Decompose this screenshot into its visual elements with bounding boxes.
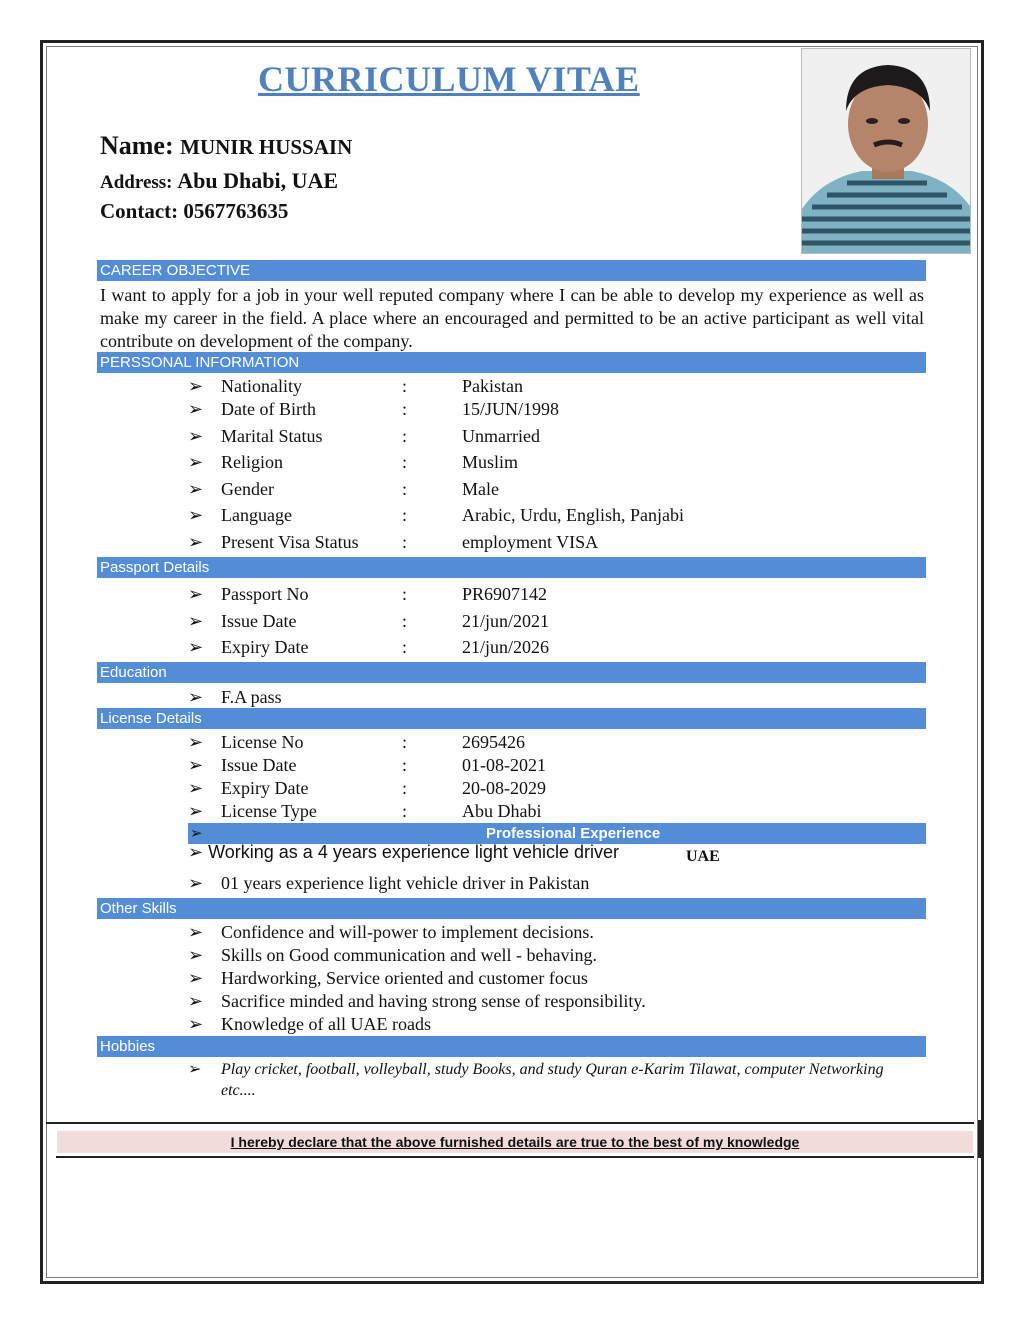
name-line — [100, 131, 352, 161]
section-bar-hobbies: Hobbies — [97, 1036, 926, 1057]
bullet-arrow-icon: ➢ — [188, 687, 204, 707]
divider-edge-mark — [978, 1120, 984, 1158]
section-bar-skills: Other Skills — [97, 898, 926, 919]
declaration-text: I hereby declare that the above furnished details are true to the best of my knowledge — [230, 1134, 800, 1150]
field-value: Abu Dhabi — [462, 801, 542, 821]
field-colon: : — [402, 399, 408, 419]
bullet-arrow-icon: ➢ — [188, 376, 204, 396]
field-colon: : — [402, 584, 408, 604]
bullet-arrow-icon: ➢ — [188, 945, 204, 965]
field-label: Expiry Date — [221, 637, 309, 657]
contact-line — [100, 199, 288, 224]
field-colon: : — [402, 426, 408, 446]
career-objective-text: I want to apply for a job in your well reputed company where I can be able to develop my experience as well as make my career in the field. A place where an encouraged and permitted to be an active participant as well vital contribute on development of the company. — [100, 285, 924, 351]
bullet-arrow-icon: ➢ — [190, 824, 203, 842]
field-label: Gender — [221, 479, 274, 499]
divider-top — [46, 1122, 974, 1124]
field-colon: : — [402, 778, 408, 798]
field-value: 2695426 — [462, 732, 525, 752]
field-label: Religion — [221, 452, 283, 472]
field-value: 21/jun/2021 — [462, 611, 550, 631]
field-label: Issue Date — [221, 755, 297, 775]
field-label: Present Visa Status — [221, 532, 359, 552]
experience-line-2: 01 years experience light vehicle driver in Pakistan — [221, 873, 590, 893]
field-colon: : — [402, 376, 408, 396]
field-colon: : — [402, 801, 408, 821]
field-label: License Type — [221, 801, 317, 821]
section-bar-license: License Details — [97, 708, 926, 729]
divider-bottom — [56, 1156, 974, 1158]
field-colon: : — [402, 755, 408, 775]
portrait-icon — [802, 49, 971, 254]
section-bar-education: Education — [97, 662, 926, 683]
experience-uae — [188, 842, 720, 865]
bullet-arrow-icon: ➢ — [188, 991, 204, 1011]
field-colon: : — [402, 479, 408, 499]
experience-line-1: Working as a 4 years experience light vehicle driver — [208, 842, 619, 862]
section-bar-career: CAREER OBJECTIVE — [97, 260, 926, 281]
bullet-arrow-icon: ➢ — [188, 755, 204, 775]
bullet-arrow-icon: ➢ — [188, 1014, 204, 1034]
field-label: Passport No — [221, 584, 309, 604]
contact-label: Contact: — [100, 199, 179, 223]
field-label: Expiry Date — [221, 778, 309, 798]
field-colon: : — [402, 452, 408, 472]
bullet-arrow-icon: ➢ — [188, 452, 204, 472]
bullet-arrow-icon: ➢ — [188, 611, 204, 631]
bullet-arrow-icon: ➢ — [188, 637, 204, 657]
field-label: Issue Date — [221, 611, 297, 631]
field-value: 01-08-2021 — [462, 755, 546, 775]
field-colon: : — [402, 611, 408, 631]
field-value: 15/JUN/1998 — [462, 399, 560, 419]
bullet-arrow-icon: ➢ — [188, 1061, 202, 1078]
bullet-arrow-icon: ➢ — [188, 732, 204, 752]
bullet-arrow-icon: ➢ — [188, 584, 204, 604]
field-colon: : — [402, 532, 408, 552]
profile-photo — [801, 48, 971, 254]
field-colon: : — [402, 732, 408, 752]
section-bar-professional — [188, 823, 926, 844]
field-value: 21/jun/2026 — [462, 637, 550, 657]
name-label: Name: — [100, 131, 174, 160]
bullet-arrow-icon: ➢ — [188, 479, 204, 499]
bullet-arrow-icon: ➢ — [188, 873, 204, 893]
field-label: Language — [221, 505, 292, 525]
bullet-arrow-icon: ➢ — [188, 968, 204, 988]
field-value: employment VISA — [462, 532, 599, 552]
field-value: Unmarried — [462, 426, 540, 446]
field-value: 20-08-2029 — [462, 778, 546, 798]
skill-text: Sacrifice minded and having strong sense of responsibility. — [221, 991, 646, 1011]
bullet-arrow-icon: ➢ — [188, 505, 204, 525]
experience-location: UAE — [686, 848, 720, 865]
address-line — [100, 168, 338, 194]
address-label: Address: — [100, 172, 173, 193]
name-value: MUNIR HUSSAIN — [180, 135, 353, 159]
bullet-arrow-icon: ➢ — [188, 842, 204, 862]
field-value: Muslim — [462, 452, 519, 472]
field-value: Male — [462, 479, 499, 499]
field-label: Marital Status — [221, 426, 323, 446]
skill-text: Confidence and will-power to implement decisions. — [221, 922, 594, 942]
skill-text: Hardworking, Service oriented and customer focus — [221, 968, 588, 988]
bullet-arrow-icon: ➢ — [188, 532, 204, 552]
bullet-arrow-icon: ➢ — [188, 922, 204, 942]
field-colon: : — [402, 637, 408, 657]
hobbies-text: Play cricket, football, volleyball, study Books, and study Quran e-Karim Tilawat, computer Networking etc.... — [221, 1061, 884, 1099]
professional-heading: Professional Experience — [486, 825, 661, 842]
document-title: CURRICULUM VITAE — [258, 59, 640, 99]
bullet-arrow-icon: ➢ — [188, 399, 204, 419]
field-value: PR6907142 — [462, 584, 548, 604]
bullet-arrow-icon: ➢ — [188, 801, 204, 821]
skill-text: Skills on Good communication and well - behaving. — [221, 945, 597, 965]
field-label: Nationality — [221, 376, 302, 396]
skill-text: Knowledge of all UAE roads — [221, 1014, 431, 1034]
field-value: Arabic, Urdu, English, Panjabi — [462, 505, 684, 525]
declaration-box — [57, 1131, 973, 1153]
field-label: License No — [221, 732, 304, 752]
section-bar-personal: PERSSONAL INFORMATION — [97, 352, 926, 373]
address-value: Abu Dhabi, UAE — [177, 168, 339, 193]
field-label: Date of Birth — [221, 399, 316, 419]
section-bar-passport: Passport Details — [97, 557, 926, 578]
contact-value: 0567763635 — [183, 199, 289, 223]
field-value: Pakistan — [462, 376, 523, 396]
bullet-arrow-icon: ➢ — [188, 426, 204, 446]
education-item: F.A pass — [221, 687, 282, 707]
field-colon: : — [402, 505, 408, 525]
bullet-arrow-icon: ➢ — [188, 778, 204, 798]
